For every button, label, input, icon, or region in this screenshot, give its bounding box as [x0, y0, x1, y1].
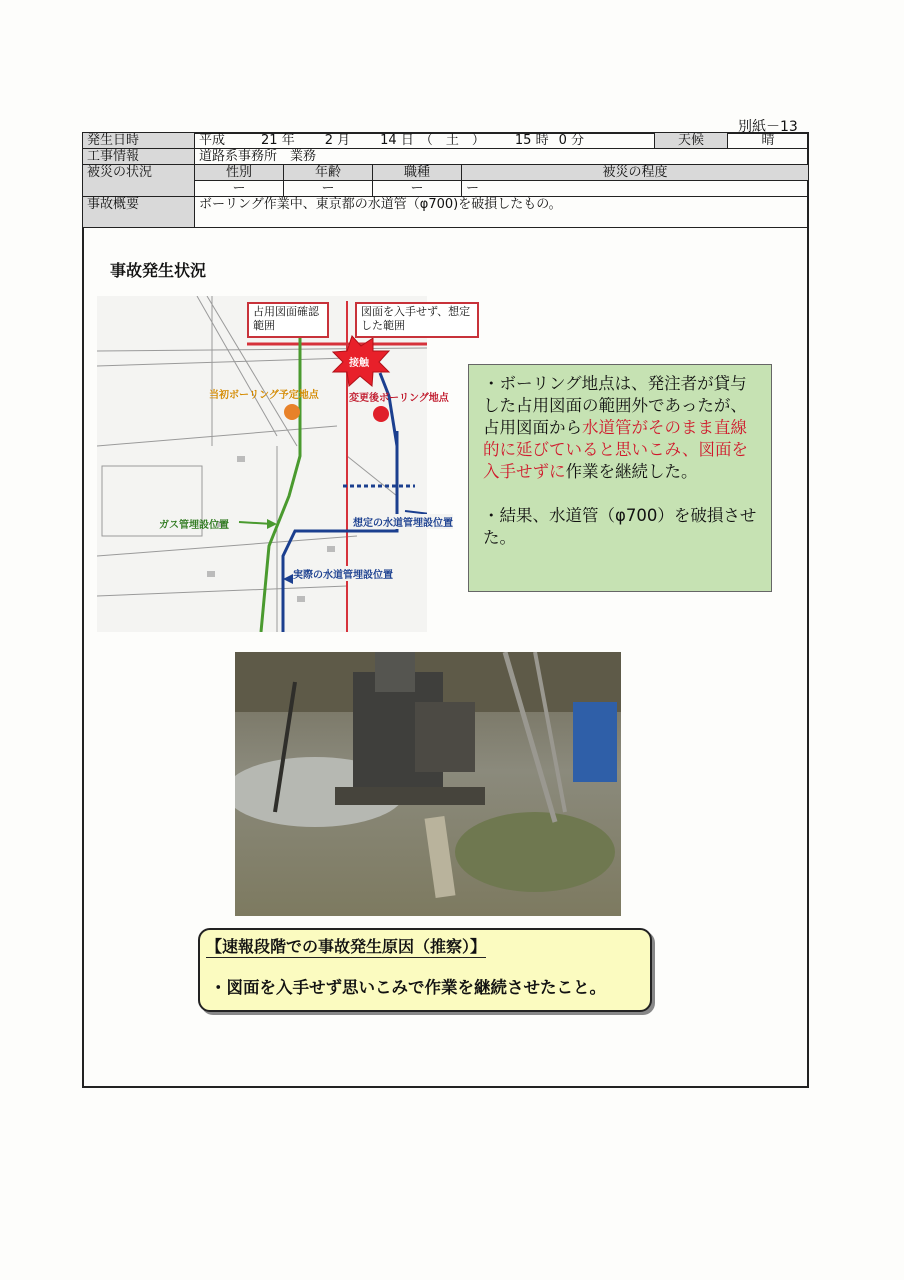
date-hour-unit: 時	[535, 133, 549, 148]
weather-label: 天候	[655, 133, 728, 149]
actual-water-pipe-label: 実際の水道管埋設位置	[293, 566, 393, 581]
summary-value: ボーリング作業中、東京都の水道管（φ700)を破損したもの。	[195, 197, 809, 228]
contact-label: 接触	[349, 358, 369, 369]
damage-gender: ー	[195, 181, 284, 197]
damage-header-job: 職種	[373, 165, 462, 181]
project-value: 道路系事務所 業務	[195, 149, 809, 165]
date-value	[195, 133, 655, 149]
date-year-unit: 年	[281, 133, 295, 148]
damage-age: ー	[284, 181, 373, 197]
initial-boring-point-icon	[284, 404, 300, 420]
damage-header-age: 年齢	[284, 165, 373, 181]
accident-diagram	[97, 296, 471, 632]
date-month: 2	[324, 133, 333, 148]
note-paragraph-2: ・結果、水道管（φ700）を破損させた。	[483, 506, 757, 547]
date-month-unit: 月	[337, 133, 351, 148]
summary-label: 事故概要	[83, 197, 195, 228]
weather-value: 晴	[728, 133, 809, 149]
date-day: 14	[380, 133, 397, 148]
changed-boring-point-label: 変更後ボーリング地点	[349, 393, 449, 404]
date-day-unit: 日	[400, 133, 414, 148]
cause-title: 【速報段階での事故発生原因（推察）】	[206, 934, 486, 958]
assumed-water-pipe-label: 想定の水道管埋設位置	[353, 514, 453, 529]
date-label: 発生日時	[83, 133, 195, 149]
site-photo	[235, 652, 621, 916]
assumed-range-box: 図面を入手せず、想定した範囲	[355, 302, 479, 338]
occupancy-drawing-range-box: 占用図面確認範囲	[247, 302, 329, 338]
note-text-a: ・ボーリング地点は、発注者が貸与した占用図面の範囲外であったが、占用図面から	[483, 374, 747, 437]
gas-pipe-label: ガス管埋設位置	[159, 520, 229, 531]
date-era: 平成	[199, 133, 226, 148]
date-hour: 15	[514, 133, 532, 148]
damage-header-gender: 性別	[195, 165, 284, 181]
note-text-b: 作業を継続した。	[565, 462, 698, 481]
damage-label: 被災の状況	[83, 165, 195, 197]
date-minute: 0	[558, 133, 567, 148]
site-photo-drawing	[235, 652, 621, 916]
date-minute-unit: 分	[571, 133, 585, 148]
damage-degree: ー	[462, 181, 809, 197]
damage-job: ー	[373, 181, 462, 197]
date-year: 21	[261, 133, 278, 148]
incident-info-table	[82, 132, 809, 228]
changed-boring-point-icon	[373, 406, 389, 422]
date-weekday: （ 土 ）	[419, 133, 485, 148]
note-paragraph-1	[483, 373, 761, 483]
project-label: 工事情報	[83, 149, 195, 165]
section-title: 事故発生状況	[110, 261, 207, 280]
cause-text: ・図面を入手せず思いこみで作業を継続させたこと。	[210, 978, 606, 997]
explanation-note	[468, 364, 772, 592]
damage-header-degree: 被災の程度	[462, 165, 809, 181]
note-text-highlight: 水道管がそのまま直線的に延びていると思いこみ、図面を入手せずに	[483, 418, 748, 481]
cause-box	[198, 928, 652, 1012]
initial-boring-point-label: 当初ボーリング予定地点	[209, 390, 319, 401]
diagram-drawing	[97, 296, 427, 632]
document-reference: 別紙－13	[738, 119, 798, 135]
